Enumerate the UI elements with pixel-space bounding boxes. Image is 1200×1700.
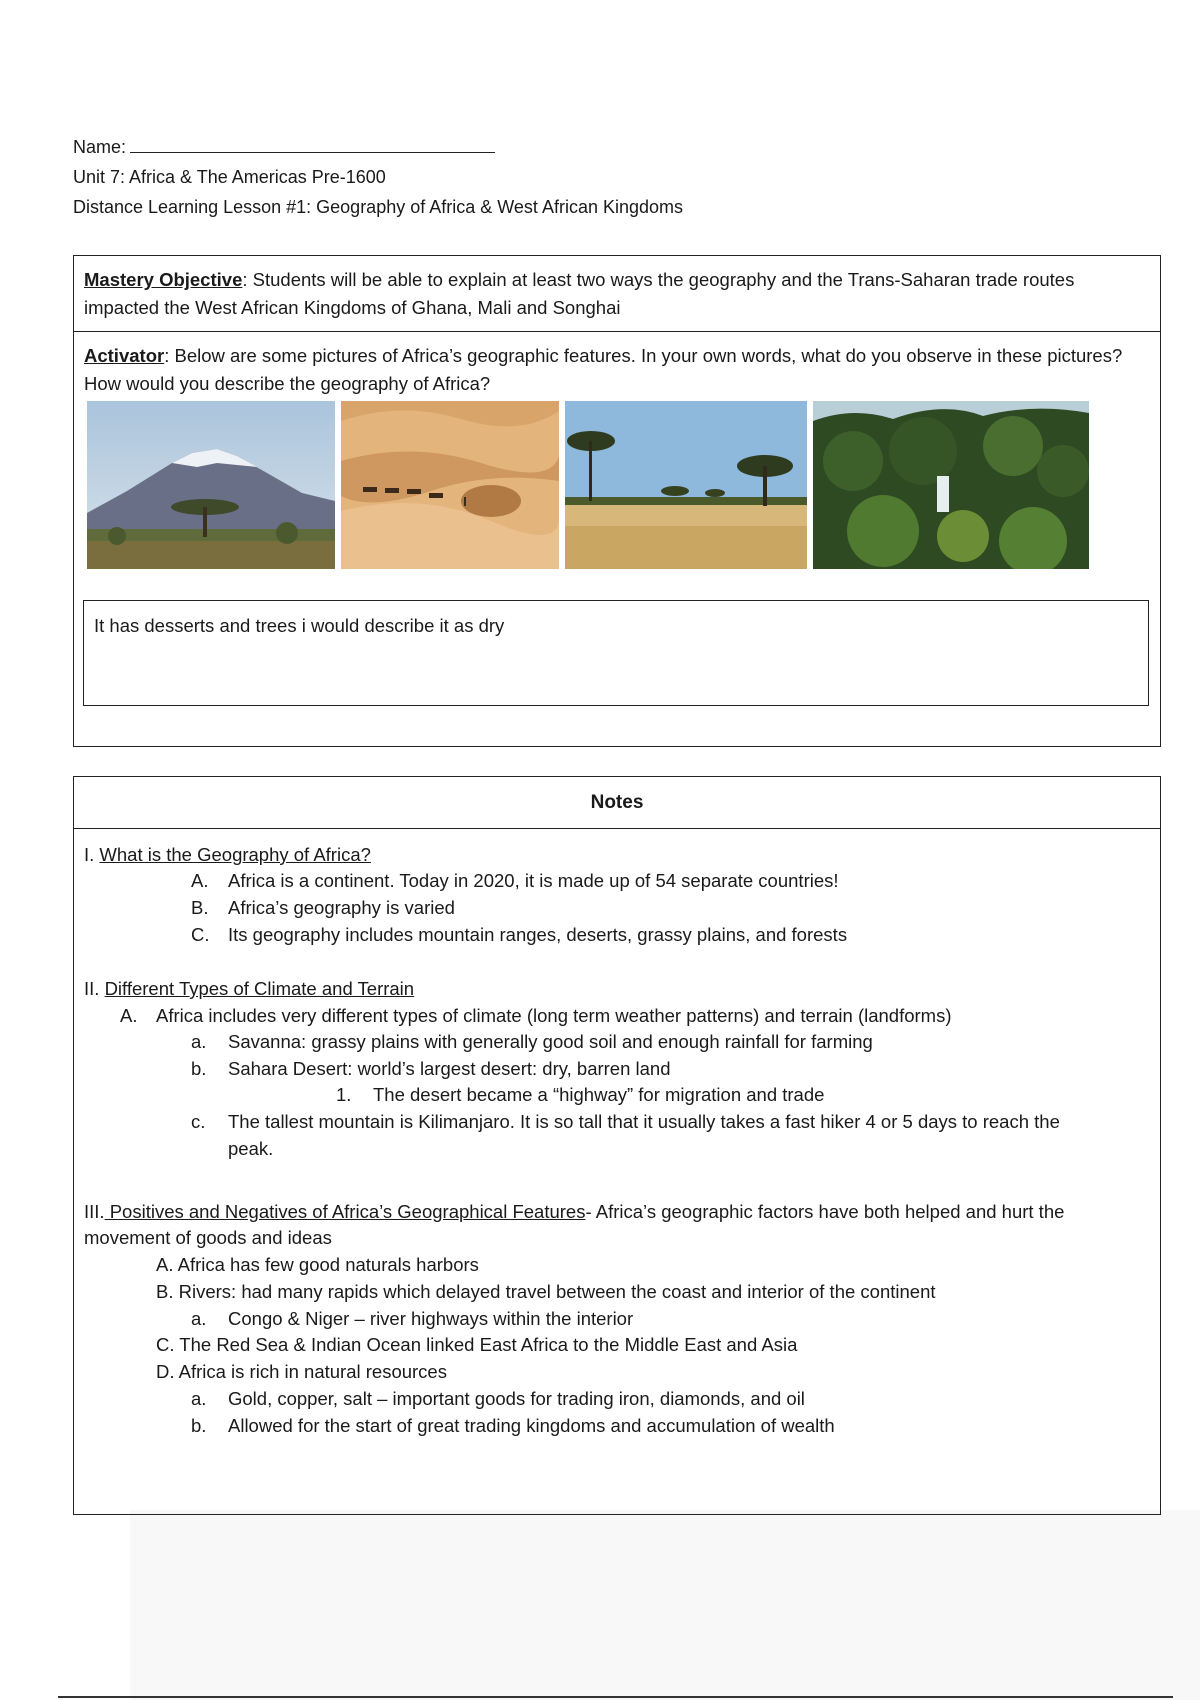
mountain-photo <box>87 401 335 569</box>
list-item <box>191 922 210 948</box>
list-marker: C. <box>191 924 210 945</box>
list-marker: A. <box>120 1005 138 1026</box>
activator-text: : Below are some pictures of Africa’s geographic features. In your own words, what do you observe in these pictures? How would you describe the geography of Africa? <box>84 345 1123 394</box>
section-3-intro-continued: movement of goods and ideas <box>84 1227 332 1248</box>
list-item-text: Congo & Niger – river highways within the interior <box>228 1308 634 1329</box>
section-1-heading <box>84 842 371 868</box>
list-item-text: Savanna: grassy plains with generally good soil and enough rainfall for farming <box>228 1031 873 1052</box>
list-marker: A. <box>191 870 209 891</box>
list-item-text: Africa includes very different types of climate (long term weather patterns) and terrain (landforms) <box>156 1005 952 1026</box>
list-item-text: C. The Red Sea & Indian Ocean linked East Africa to the Middle East and Asia <box>156 1334 798 1355</box>
lesson-title: Distance Learning Lesson #1: Geography of Africa & West African Kingdoms <box>73 197 684 217</box>
list-item-text: The desert became a “highway” for migration and trade <box>373 1084 825 1105</box>
section-2-heading <box>84 976 414 1002</box>
list-item-text: Its geography includes mountain ranges, deserts, grassy plains, and forests <box>228 924 848 945</box>
mastery-objective <box>74 256 1160 332</box>
section-1-number: I. <box>84 844 95 865</box>
list-marker: a. <box>191 1308 207 1329</box>
list-item-text: Allowed for the start of great trading kingdoms and accumulation of wealth <box>228 1415 835 1436</box>
section-1-title: What is the Geography of Africa? <box>99 844 371 865</box>
list-item-text: B. Rivers: had many rapids which delayed travel between the coast and interior of the continent <box>156 1281 936 1302</box>
activator-answer-field[interactable] <box>83 600 1149 706</box>
notes-box <box>73 776 1161 1515</box>
list-item-text: The tallest mountain is Kilimanjaro. It is so tall that it usually takes a fast hiker 4 or 5 days to reach the <box>228 1111 1060 1132</box>
section-3-intro: - Africa’s geographic factors have both helped and hurt the <box>585 1201 1065 1222</box>
section-3-title: Positives and Negatives of Africa’s Geographical Features <box>104 1201 586 1222</box>
list-item-text: Africa’s geography is varied <box>228 897 455 918</box>
activator <box>74 332 1160 398</box>
list-item-text: A. Africa has few good naturals harbors <box>156 1254 479 1275</box>
section-3-number: III. <box>84 1201 105 1222</box>
list-marker: b. <box>191 1058 207 1079</box>
desert-photo <box>341 401 559 569</box>
list-marker: c. <box>191 1111 206 1132</box>
list-item <box>191 895 208 921</box>
activator-answer-text: It has desserts and trees i would describe it as dry <box>94 615 505 636</box>
list-marker: 1. <box>336 1084 352 1105</box>
section-2-number: II. <box>84 978 100 999</box>
objective-activator-box <box>73 255 1161 747</box>
unit-title: Unit 7: Africa & The Americas Pre-1600 <box>73 167 386 187</box>
name-blank[interactable] <box>130 136 495 153</box>
objective-label: Mastery Objective <box>84 269 243 290</box>
list-marker: B. <box>191 897 209 918</box>
name-row <box>73 132 683 162</box>
savanna-photo <box>565 401 807 569</box>
rainforest-photo <box>813 401 1089 569</box>
activator-label: Activator <box>84 345 165 366</box>
objective-text: : Students will be able to explain at least two ways the geography and the Trans-Saharan trade routes impacted the West African Kingdoms of Ghana, Mali and Songhai <box>84 269 1075 318</box>
list-item-text: Africa is a continent. Today in 2020, it is made up of 54 separate countries! <box>228 870 839 891</box>
bottom-rule <box>58 1696 1173 1698</box>
list-marker: a. <box>191 1388 207 1409</box>
page-shading <box>130 1510 1200 1700</box>
section-3-heading <box>84 1199 1064 1225</box>
section-2-title: Different Types of Climate and Terrain <box>104 978 415 999</box>
notes-title: Notes <box>74 777 1160 829</box>
list-item-text: Sahara Desert: world’s largest desert: dry, barren land <box>228 1058 671 1079</box>
list-item-text: Gold, copper, salt – important goods for trading iron, diamonds, and oil <box>228 1388 805 1409</box>
list-item-text-continued: peak. <box>228 1138 274 1159</box>
list-marker: a. <box>191 1031 207 1052</box>
list-marker: b. <box>191 1415 207 1436</box>
name-label: Name: <box>73 137 127 157</box>
worksheet-header <box>73 132 683 222</box>
list-item <box>191 868 208 894</box>
list-item-text: D. Africa is rich in natural resources <box>156 1361 447 1382</box>
